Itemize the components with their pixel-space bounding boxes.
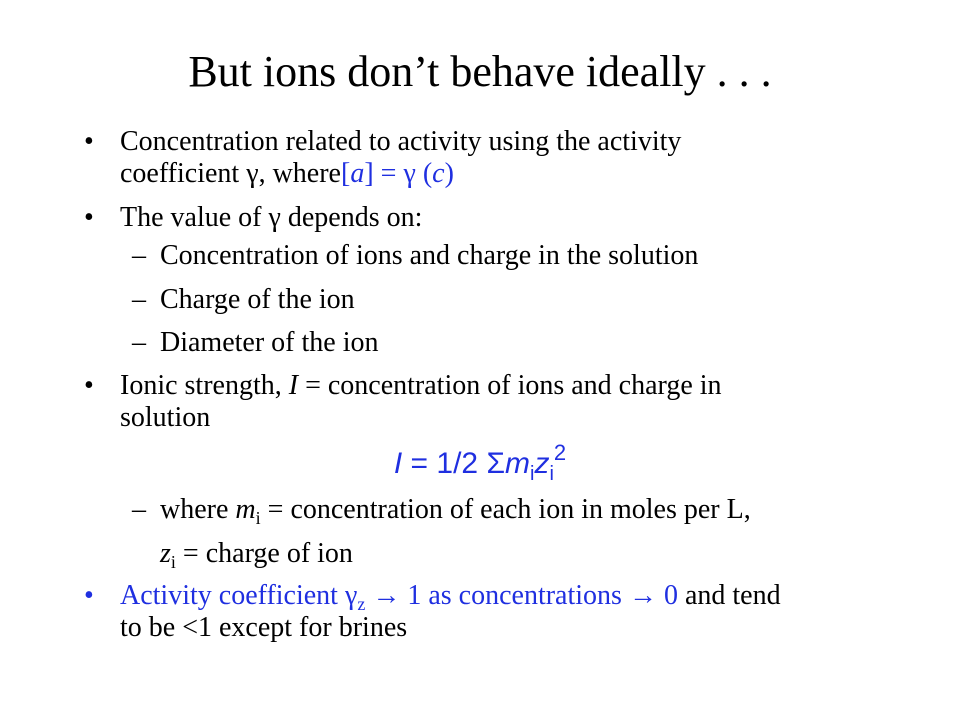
bullet-4-blue-zero: 0 [663, 580, 678, 611]
bullet-1-coefficient-text: coefficient [120, 158, 247, 189]
gamma-subscript-z: z [357, 594, 366, 614]
bullet-4-line-1 [120, 580, 781, 612]
slide-title: But ions don’t behave ideally . . . [188, 47, 772, 96]
bullet-4-blue-mid: 1 as concentrations [407, 580, 622, 611]
ionic-strength-var: I [288, 370, 299, 401]
bullet-4-line-2: to be <1 except for brines [120, 612, 408, 643]
gamma-symbol: γ [268, 202, 281, 233]
sub-bullet-charge: Charge of the ion [160, 284, 355, 315]
formula-I: I [393, 447, 403, 480]
formula-equals-half: = 1/2 [402, 447, 487, 480]
bullet-1-line-2 [120, 158, 454, 190]
where-z-suffix: = charge of ion [175, 538, 353, 569]
formula-subscript-i: i [549, 463, 554, 485]
bullet-marker: • [84, 580, 94, 611]
where-z: z [160, 538, 171, 569]
bullet-marker: • [84, 202, 94, 233]
dash-marker: – [132, 327, 146, 358]
gamma-symbol: γ [246, 158, 259, 189]
eq-paren-open: ( [415, 158, 433, 189]
ionic-strength-formula [0, 440, 960, 485]
bullet-1-where-text: , where [258, 158, 341, 189]
eq-activity-var: a [350, 158, 365, 189]
eq-gamma: γ [403, 158, 416, 189]
bullet-3-prefix: Ionic strength, [120, 370, 289, 401]
where-m-suffix: = concentration of each ion in moles per L, [260, 494, 751, 525]
bullet-2 [120, 202, 422, 234]
formula-m: m [504, 447, 530, 480]
dash-marker: – [132, 284, 146, 315]
sub-bullet-concentration: Concentration of ions and charge in the solution [160, 240, 699, 271]
bullet-3-suffix: = concentration of ions and charge in [298, 370, 722, 401]
sub-bullet-diameter: Diameter of the ion [160, 327, 379, 358]
where-z-subscript: i [170, 552, 176, 572]
formula-exponent: 2 [553, 440, 567, 465]
formula-z: z [534, 447, 550, 480]
bullet-3-line-2: solution [120, 402, 211, 433]
arrow-symbol: → [365, 580, 408, 611]
bullet-marker: • [84, 126, 94, 157]
bullet-2-suffix: depends on: [280, 202, 423, 233]
sigma-symbol: Σ [486, 447, 505, 480]
where-m-subscript: i [255, 508, 261, 528]
eq-bracket-open: [ [340, 158, 351, 189]
eq-paren-close: ) [444, 158, 454, 189]
bullet-4-tail: and tend [677, 580, 781, 611]
eq-concentration-var: c [432, 158, 445, 189]
activity-equation [341, 158, 454, 189]
bullet-2-prefix: The value of [120, 202, 269, 233]
where-z-definition [160, 538, 353, 570]
dash-marker: – [132, 240, 146, 271]
gamma-symbol: γ [344, 580, 358, 611]
bullet-marker: • [84, 370, 94, 401]
bullet-3-line-1 [120, 370, 722, 402]
where-m: m [235, 494, 256, 525]
bullet-1-line-1: Concentration related to activity using the activity [120, 126, 682, 157]
formula-subscript-i: i [529, 463, 535, 485]
where-m-definition [160, 494, 751, 526]
arrow-symbol: → [621, 580, 664, 611]
where-prefix: where [160, 494, 236, 525]
eq-bracket-close: ] = [364, 158, 404, 189]
dash-marker: – [132, 494, 146, 525]
bullet-4-blue-prefix: Activity coefficient [120, 580, 345, 611]
